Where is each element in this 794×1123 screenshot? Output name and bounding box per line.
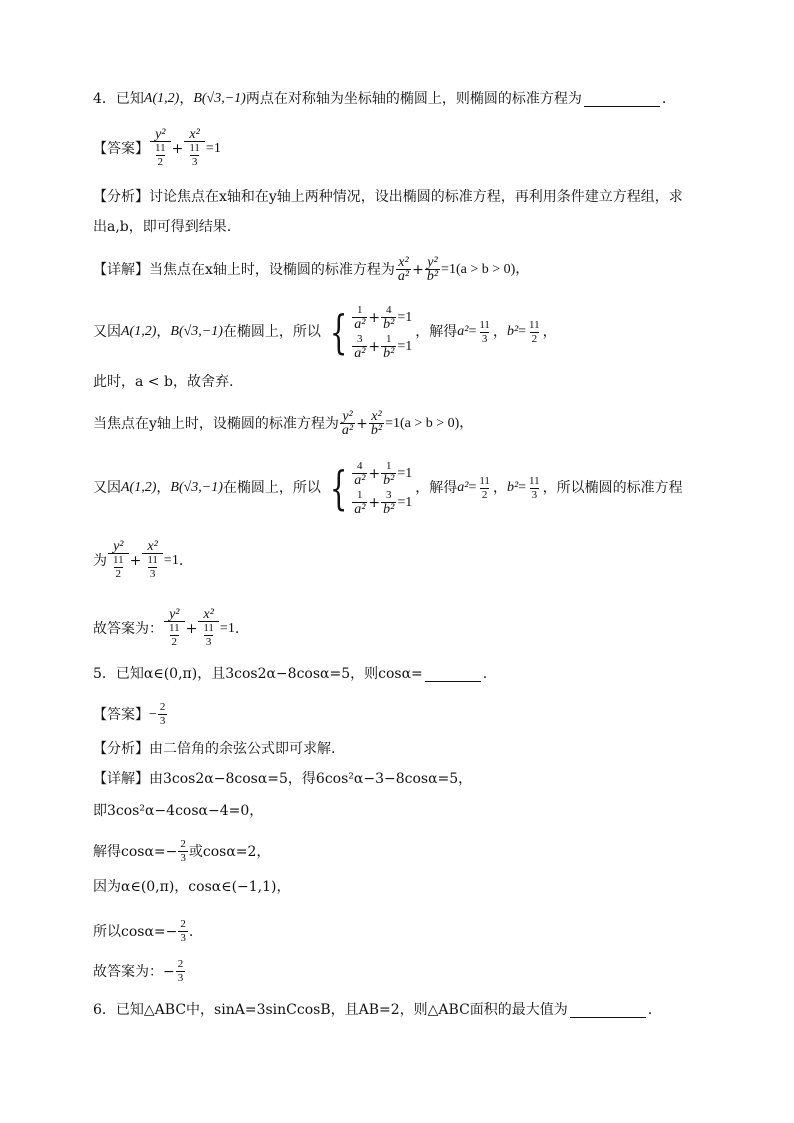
frac-den: a² (397, 269, 410, 284)
fraction (527, 475, 542, 502)
answer-tag: 【答案】 (93, 706, 149, 723)
q4-detail-4: 当焦点在y轴上时，设椭圆的标准方程为 $\frac{\text{y²}}{\text{a²}}$ + $\frac{\text{x²}}{\text{b²}}$ =1(a > b > 0)， (93, 409, 474, 438)
frac-num: y² (155, 127, 166, 142)
detail-text: 因为α∈(0,π)，cosα∈(−1,1)， (93, 879, 291, 895)
fraction (142, 540, 163, 581)
equals-one: =1 (163, 552, 179, 568)
frac-num: x² (189, 127, 200, 142)
frac-den (198, 621, 219, 649)
frac-num: x² (203, 607, 214, 622)
equation-system: { $\frac{4}{\text{a²}}$ + $\frac{1}{\text{b²}}$ =1 $\frac{1}{\text{a²}}$ + $\frac{3}{\text{b²}}$ =1 (329, 460, 413, 517)
frac-num: 11 (169, 622, 180, 634)
frac-num: 11 (203, 622, 214, 634)
analysis-text-2: 出a,b，即可得到结果. (93, 219, 232, 235)
analysis-tag: 【分析】 (93, 741, 149, 757)
frac-num: 11 (147, 554, 158, 566)
q4-point-b: B(√3,−1) (193, 91, 246, 106)
var-b2: b² (506, 480, 519, 495)
point-b: B(√3,−1) (170, 480, 223, 495)
equals-one: =1 (397, 309, 413, 325)
frac-den: 3 (205, 636, 212, 648)
analysis-text: 讨论焦点在x轴和在y轴上两种情况，设出椭圆的标准方程，再利用条件建立方程组，求 (149, 189, 683, 205)
frac-den: b² (370, 423, 383, 438)
point-b: B(√3,−1) (170, 324, 223, 339)
frac-den: 2 (481, 488, 488, 501)
var-b2: b² (506, 324, 519, 339)
var-a2: a² (457, 480, 469, 495)
frac-num: x² (371, 409, 382, 424)
frac-den: 3 (531, 488, 538, 501)
detail-text: 又因 (93, 324, 121, 340)
point-a: A(1,2) (121, 324, 157, 339)
frac-den (142, 553, 163, 581)
q4-sep: ， (179, 91, 194, 107)
frac-den: 3 (481, 332, 488, 345)
q4-point-a: A(1,2) (143, 91, 180, 106)
q6-stem-text: 6．已知△ABC中，sinA=3sinCcosB，且AB=2，则△ABC面积的最大值为 (93, 1002, 568, 1018)
frac-num: y² (113, 539, 124, 554)
frac-num: 1 (357, 304, 363, 316)
q4-answer: 【答案】 $\frac{\text{y²}}{\frac{11}{2}}$ + $\frac{\text{x²}}{\frac{11}{3}}$ =1 (93, 127, 221, 168)
condition: =1(a > b > 0)， (441, 261, 530, 277)
detail-tag: 【详解】 (93, 261, 149, 278)
frac-num: 11 (113, 554, 124, 566)
q5-analysis (93, 739, 335, 759)
frac-den: b² (383, 317, 395, 332)
frac-den: 2 (115, 568, 122, 580)
frac-num: 11 (155, 142, 166, 154)
q6-stem: 6．已知△ABC中，sinA=3sinCcosB，且AB=2，则△ABC面积的最大值为 . (93, 1002, 653, 1018)
frac-num: 2 (159, 701, 166, 713)
detail-text: 又因 (93, 480, 121, 496)
detail-tag: 【详解】 (93, 771, 149, 787)
frac-den (164, 621, 185, 649)
condition: =1(a > b > 0)， (385, 415, 474, 431)
frac-num: 2 (180, 838, 186, 850)
frac-den: a² (354, 346, 366, 361)
frac-den: b² (383, 473, 395, 488)
fraction (477, 475, 492, 502)
frac-den: 2 (171, 636, 178, 648)
frac-den: a² (354, 317, 366, 332)
detail-text: 为 (93, 552, 107, 569)
frac-num: 4 (357, 460, 363, 472)
detail-text: 在椭圆上，所以 (222, 480, 321, 496)
fraction (340, 410, 355, 437)
detail-text: 或cosα=2， (188, 843, 271, 860)
fraction (184, 128, 205, 169)
frac-num: 2 (177, 958, 184, 970)
frac-den (150, 141, 171, 169)
frac-num: 1 (385, 333, 392, 345)
frac-den: 3 (191, 156, 198, 168)
detail-text: 由3cos2α−8cosα=5，得6cos²α−3−8cosα=5， (149, 771, 473, 787)
q5-detail-1 (93, 769, 472, 789)
q4-stem-prefix: 4．已知 (93, 91, 144, 107)
detail-text: 此时，a < b，故舍弃. (93, 374, 234, 390)
final-tag: 故答案为： (93, 620, 163, 637)
q4-stem: 4．已知 A(1,2) ， B(√3,−1) 两点在对称轴为坐标轴的椭圆上，则椭圆的标准方程为 . (93, 91, 667, 107)
q5-detail-3 (93, 838, 270, 865)
frac-den (108, 553, 129, 581)
q4-analysis-cont (93, 217, 231, 237)
equals-one: =1 (205, 140, 221, 156)
fraction (150, 128, 171, 169)
detail-text: 解得cosα=− (93, 843, 178, 860)
frac-den: a² (354, 473, 366, 488)
frac-num: 11 (529, 474, 540, 487)
fraction (198, 608, 219, 649)
answer-blank (584, 92, 660, 107)
detail-text: ，解得 (415, 324, 458, 340)
frac-den: a² (354, 502, 366, 517)
q4-detail-1: 【详解】 当焦点在x轴上时，设椭圆的标准方程为 $\frac{\text{x²}}{\text{a²}}$ + $\frac{\text{y²}}{\text{b²}}$ =1(a > b > 0)， (93, 255, 530, 284)
equals-one: =1 (397, 465, 413, 481)
frac-den: b² (426, 269, 439, 284)
frac-num: x² (147, 539, 158, 554)
q4-final: 故答案为： $\frac{\text{y²}}{\frac{11}{2}}$ + $\frac{\text{x²}}{\frac{11}{3}}$ =1 . (93, 607, 240, 648)
q4-detail-2: 又因 A(1,2) ， B(√3,−1) 在椭圆上，所以 { $\frac{1}{\text{a²}}$ + $\frac{4}{\text{b²}}$ =1 $\frac{3}{\text{a²}}$ + $\frac{1}{\text{b²}}$ =1 ，解得 a² = $\frac{11}{3}$ ， b² = $\frac{11}{2}$ ， (93, 304, 557, 361)
fraction (178, 838, 188, 865)
frac-num: 2 (180, 918, 186, 930)
sep: ， (156, 480, 171, 496)
frac-num: y² (427, 255, 438, 270)
analysis-text: 由二倍角的余弦公式即可求解. (149, 741, 336, 757)
fraction (108, 540, 129, 581)
equals-one: =1 (219, 620, 235, 636)
equals-one: =1 (397, 494, 413, 510)
fraction (158, 701, 168, 728)
fraction (176, 958, 186, 985)
frac-num: 11 (529, 318, 540, 331)
detail-text: 即3cos²α−4cosα−4=0， (93, 803, 264, 819)
frac-den: 3 (180, 932, 186, 944)
detail-text: 当焦点在x轴上时，设椭圆的标准方程为 (149, 261, 395, 278)
q4-stem-text: 两点在对称轴为坐标轴的椭圆上，则椭圆的标准方程为 (245, 91, 582, 107)
frac-num: 3 (385, 489, 392, 501)
frac-num: y² (169, 607, 180, 622)
fraction (164, 608, 185, 649)
frac-den: a² (341, 423, 354, 438)
equals-one: =1 (397, 338, 413, 354)
fraction (178, 918, 188, 945)
frac-num: 4 (385, 304, 392, 316)
frac-den: 3 (180, 852, 186, 864)
fraction (527, 319, 542, 346)
final-tag: 故答案为：− (93, 963, 175, 980)
q5-answer: 【答案】 − $\frac{2}{3}$ (93, 701, 166, 727)
detail-text: 在椭圆上，所以 (222, 324, 321, 340)
fraction (396, 256, 411, 283)
sep: ， (156, 324, 171, 340)
q5-stem-text: 5．已知α∈(0,π)，且3cos2α−8cosα=5，则cosα= (93, 666, 423, 682)
q4-detail-6: 为 $\frac{\text{y²}}{\frac{11}{2}}$ + $\frac{\text{x²}}{\frac{11}{3}}$ =1 . (93, 539, 184, 580)
detail-text: ，所以椭圆的标准方程 (542, 480, 683, 496)
var-a2: a² (457, 324, 469, 339)
frac-den: 3 (159, 715, 166, 727)
q5-final (93, 958, 186, 985)
q4-detail-5: 又因 A(1,2) ， B(√3,−1) 在椭圆上，所以 { $\frac{4}{\text{a²}}$ + $\frac{1}{\text{b²}}$ =1 $\frac{1}{\text{a²}}$ + $\frac{3}{\text{b²}}$ =1 ，解得 a² = $\frac{11}{2}$ ， b² = $\frac{11}{3}$ ，所以椭圆的标准方程 (93, 460, 683, 517)
fraction (425, 256, 440, 283)
frac-num: 1 (357, 489, 363, 501)
q5-detail-4 (93, 877, 291, 897)
q5-stem: 5．已知α∈(0,π)，且3cos2α−8cosα=5，则cosα= . (93, 666, 488, 682)
detail-text: 当焦点在y轴上时，设椭圆的标准方程为 (93, 415, 339, 432)
fraction (369, 410, 384, 437)
detail-text: 所以cosα=− (93, 923, 178, 940)
q5-detail-5: 所以cosα=− $\frac{2}{3}$ . (93, 918, 194, 944)
q4-detail-3 (93, 372, 233, 392)
frac-num: x² (398, 255, 409, 270)
q4-analysis (93, 187, 683, 207)
frac-den: b² (383, 502, 395, 517)
frac-num: 11 (479, 318, 490, 331)
frac-den: 2 (531, 332, 538, 345)
analysis-tag: 【分析】 (93, 189, 149, 205)
equation-system: { $\frac{1}{\text{a²}}$ + $\frac{4}{\text{b²}}$ =1 $\frac{3}{\text{a²}}$ + $\frac{1}{\text{b²}}$ =1 (329, 304, 413, 361)
fraction (477, 319, 492, 346)
frac-num: y² (342, 409, 353, 424)
point-a: A(1,2) (121, 480, 157, 495)
frac-den: 2 (157, 156, 164, 168)
answer-tag: 【答案】 (93, 140, 149, 157)
frac-num: 11 (189, 142, 200, 154)
frac-den: 3 (177, 972, 184, 984)
q5-detail-2 (93, 801, 263, 821)
frac-den (184, 141, 205, 169)
answer-blank (425, 667, 481, 682)
frac-num: 1 (385, 460, 392, 472)
detail-text: ，解得 (415, 480, 458, 496)
frac-num: 11 (479, 474, 490, 487)
frac-den: 3 (149, 568, 156, 580)
answer-blank (570, 1003, 646, 1018)
frac-num: 3 (357, 333, 363, 345)
frac-den: b² (383, 346, 395, 361)
